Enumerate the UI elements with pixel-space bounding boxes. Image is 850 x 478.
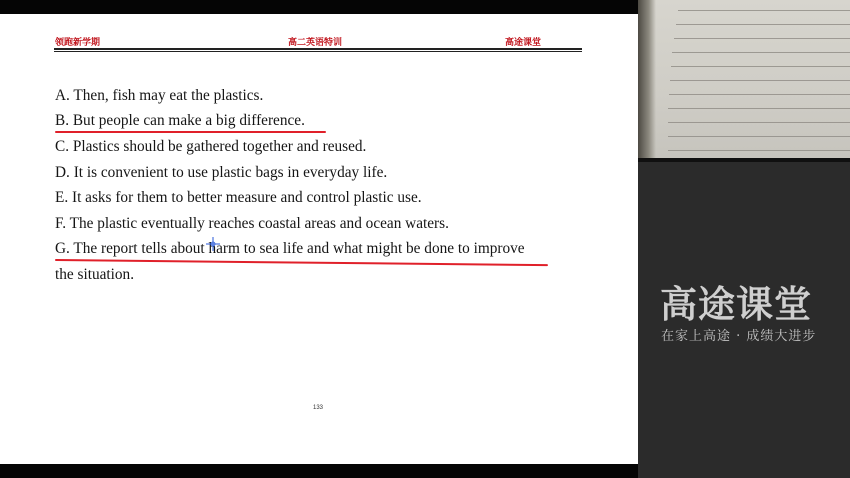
option-c: C. Plastics should be gathered together and reused.	[55, 138, 367, 155]
notebook-line	[678, 10, 850, 11]
brand-slogan: 在家上高途 · 成绩大进步	[661, 329, 817, 344]
notebook-line	[672, 52, 850, 53]
header-rule-thin	[54, 51, 582, 52]
header-left-label: 领跑新学期	[55, 38, 101, 48]
notebook-line	[668, 136, 850, 137]
lecture-slide	[0, 14, 638, 464]
option-d: D. It is convenient to use plastic bags in everyday life.	[55, 164, 388, 181]
option-g-continuation: the situation.	[55, 266, 135, 283]
webcam-notebook-edge	[638, 0, 656, 158]
notebook-line	[669, 94, 850, 95]
page-number: 133	[313, 405, 324, 411]
notebook-line	[676, 24, 850, 25]
notebook-line	[674, 38, 850, 39]
top-letterbox	[0, 0, 638, 14]
option-a: A. Then, fish may eat the plastics.	[55, 87, 264, 104]
notebook-line	[668, 122, 850, 123]
header-course-title: 高二英语特训	[288, 38, 343, 48]
header-brand-label: 高途课堂	[505, 38, 542, 48]
option-g: G. The report tells about harm to sea life and what might be done to improve	[55, 240, 525, 257]
option-e: E. It asks for them to better measure and control plastic use.	[55, 189, 422, 206]
pen-cursor-icon	[206, 237, 220, 251]
header-rule-thick	[54, 48, 582, 50]
annotation-underline-b	[55, 131, 326, 133]
notebook-line	[671, 66, 850, 67]
bottom-letterbox	[0, 464, 638, 478]
notebook-line	[670, 80, 850, 81]
webcam-feed	[638, 0, 850, 158]
option-b: B. But people can make a big difference.	[55, 112, 305, 129]
brand-logo-text: 高途课堂	[660, 283, 812, 326]
notebook-line	[668, 108, 850, 109]
notebook-line	[668, 150, 850, 151]
option-f: F. The plastic eventually reaches coastal areas and ocean waters.	[55, 215, 449, 232]
